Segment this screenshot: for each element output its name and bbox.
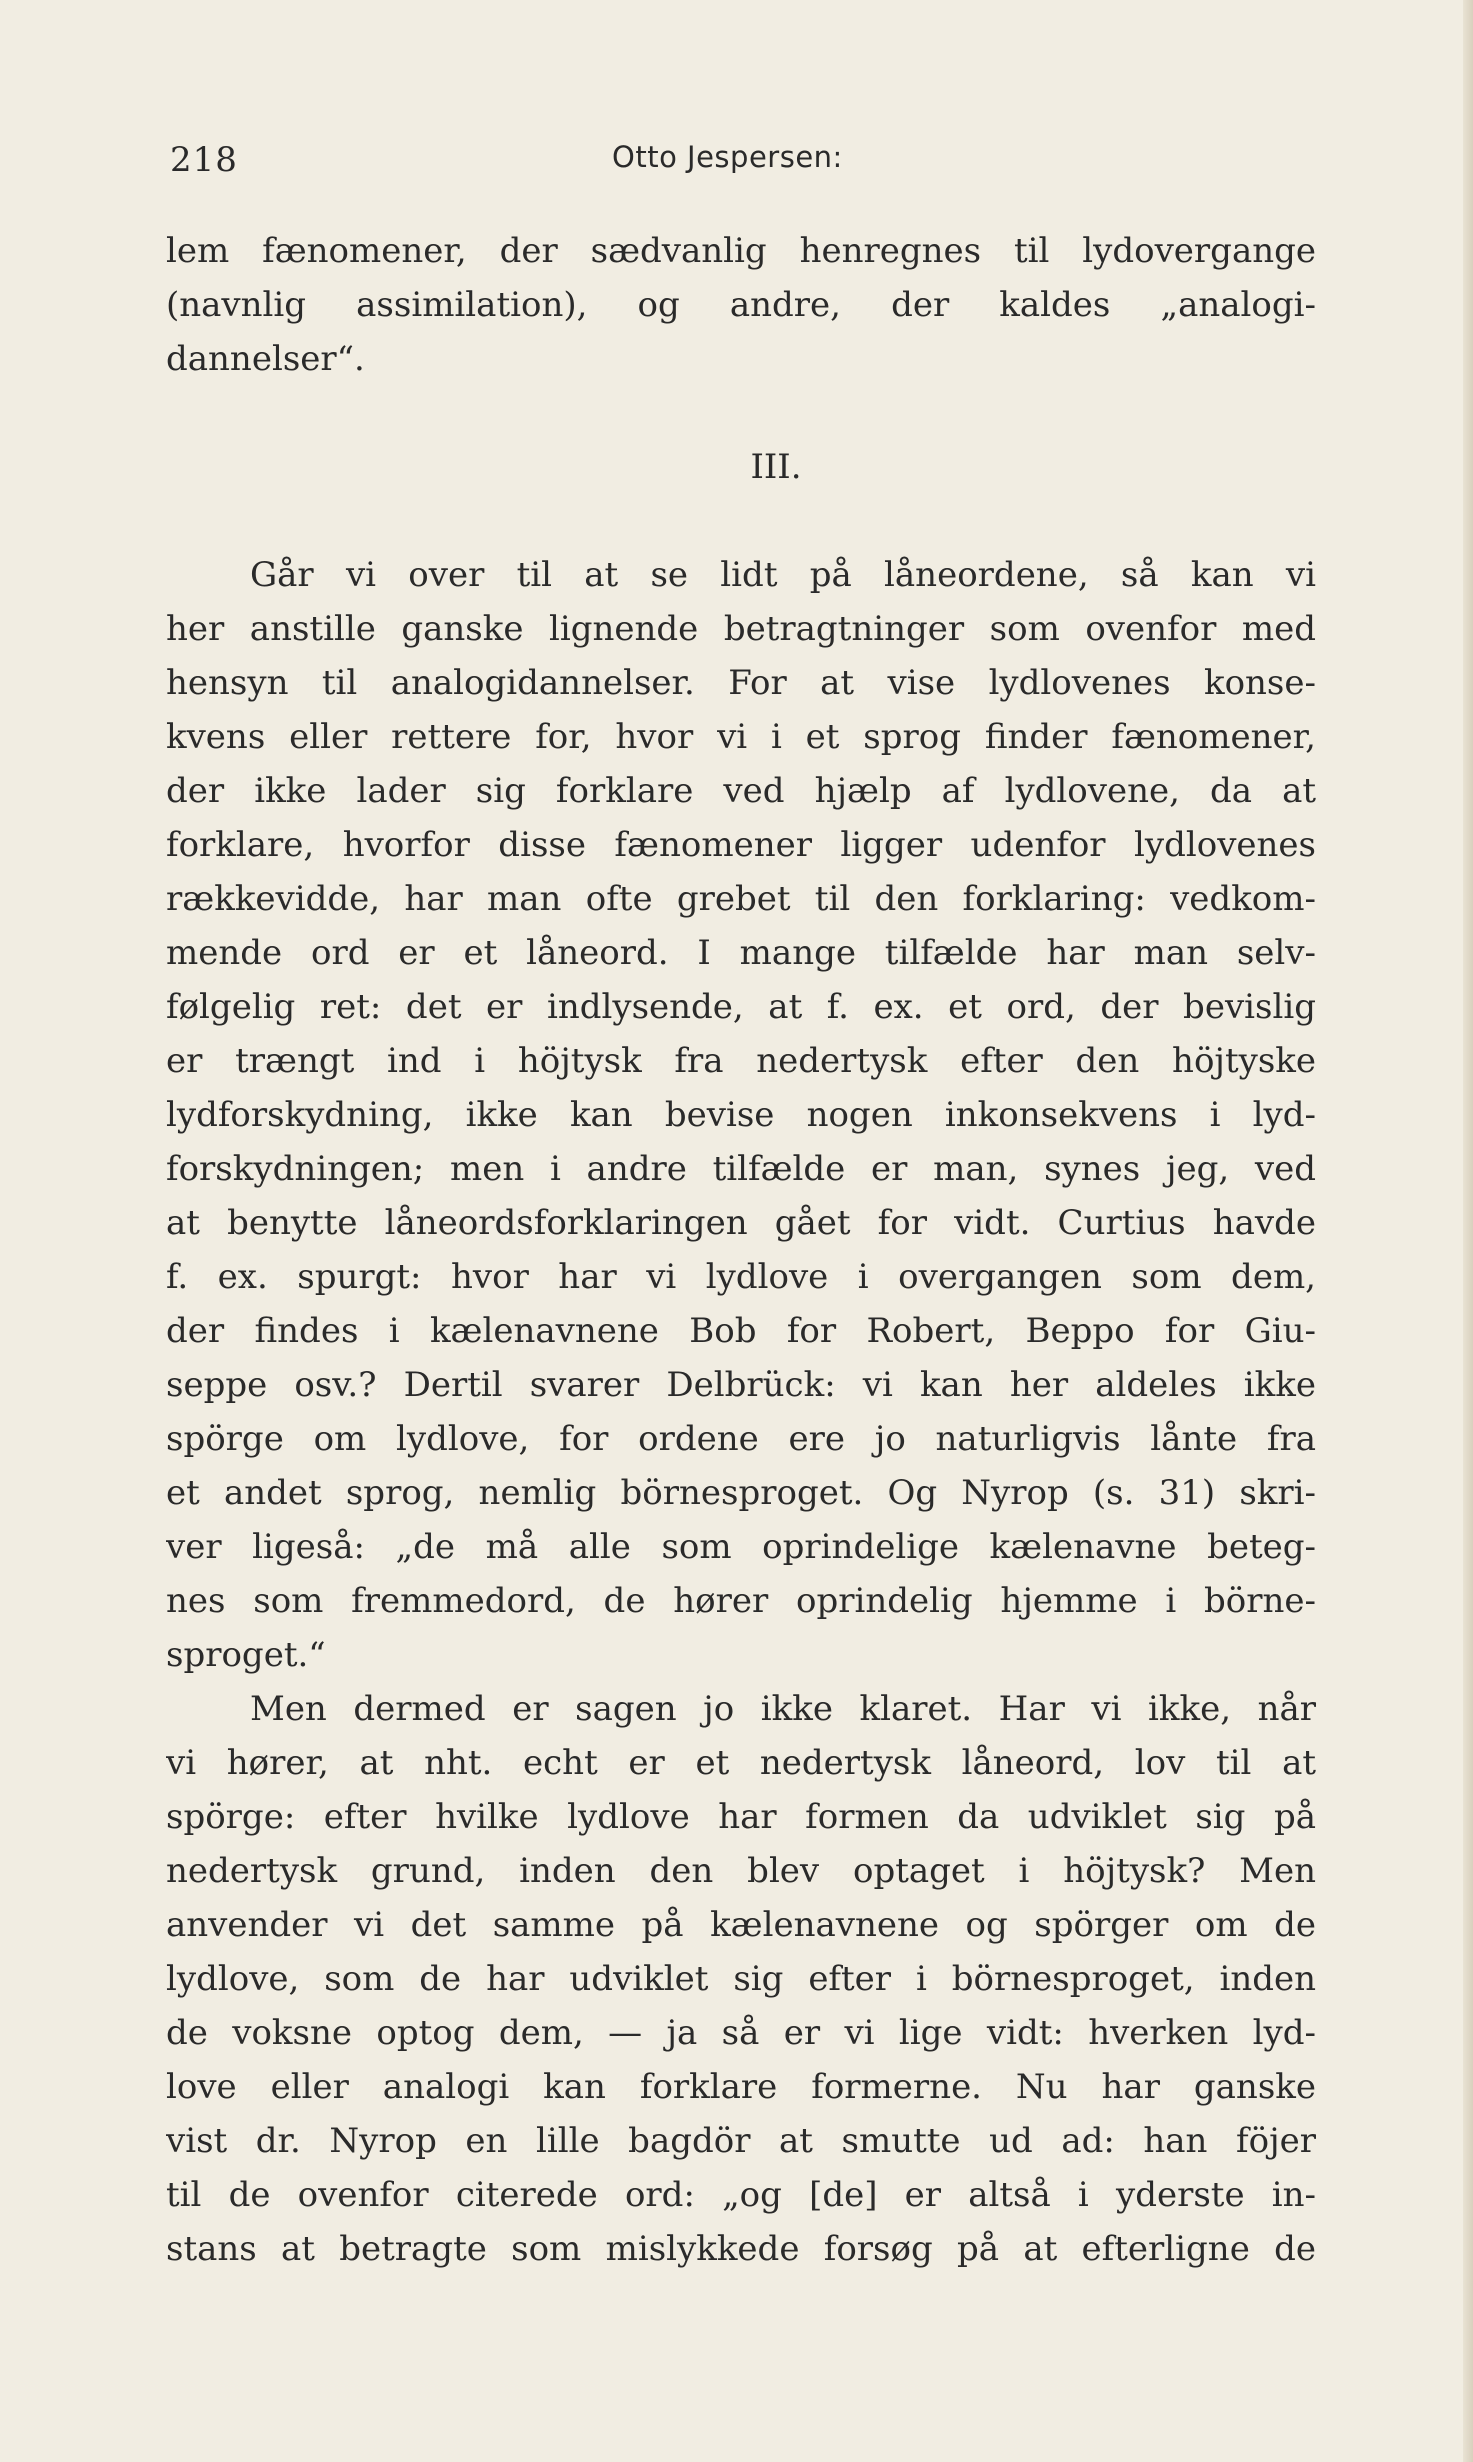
text-line: kvens eller rettere for, hvor vi i et sprog finder fænomener,	[166, 717, 1316, 757]
text-line: rækkevidde, har man ofte grebet til den forklaring: vedkom-	[166, 879, 1316, 919]
text-line: spörge: efter hvilke lydlove har formen da udviklet sig på	[166, 1797, 1316, 1837]
running-head	[170, 140, 1320, 190]
text-line: love eller analogi kan forklare formerne. Nu har ganske	[166, 2067, 1316, 2107]
text-line: (navnlig assimilation), og andre, der kaldes „analogi-	[166, 285, 1316, 325]
page-edge	[1463, 0, 1473, 2462]
text-line: lem fænomener, der sædvanlig henregnes til lydovergange	[166, 231, 1316, 271]
text-line: dannelser“.	[166, 339, 365, 379]
text-line: der findes i kælenavnene Bob for Robert, Beppo for Giu-	[166, 1311, 1316, 1351]
text-line: der ikke lader sig forklare ved hjælp af lydlovene, da at	[166, 771, 1316, 811]
text-line: Men dermed er sagen jo ikke klaret. Har vi ikke, når	[250, 1689, 1316, 1729]
text-line: seppe osv.? Dertil svarer Delbrück: vi kan her aldeles ikke	[166, 1365, 1316, 1405]
section-spacer	[166, 494, 1316, 548]
text-line: forklare, hvorfor disse fænomener ligger udenfor lydlovenes	[166, 825, 1316, 865]
text-line: nedertysk grund, inden den blev optaget i höjtysk? Men	[166, 1851, 1316, 1891]
text-line: et andet sprog, nemlig börnesproget. Og Nyrop (s. 31) skri-	[166, 1473, 1316, 1513]
text-line: lydlove, som de har udviklet sig efter i börnesproget, inden	[166, 1959, 1316, 1999]
text-line: spörge om lydlove, for ordene ere jo naturligvis lånte fra	[166, 1419, 1316, 1459]
text-line: anvender vi det samme på kælenavnene og spörger om de	[166, 1905, 1316, 1945]
section-heading: III.	[750, 447, 802, 487]
text-line: stans at betragte som mislykkede forsøg på at efterligne de	[166, 2229, 1316, 2269]
text-line: her anstille ganske lignende betragtninger som ovenfor med	[166, 609, 1316, 649]
text-line: til de ovenfor citerede ord: „og [de] er altså i yderste in-	[166, 2175, 1316, 2215]
body-text	[166, 224, 1316, 2276]
text-line: de voksne optog dem, — ja så er vi lige vidt: hverken lyd-	[166, 2013, 1316, 2053]
text-line: nes som fremmedord, de hører oprindelig hjemme i börne-	[166, 1581, 1316, 1621]
page-number: 218	[170, 140, 238, 180]
text-line: følgelig ret: det er indlysende, at f. ex. et ord, der bevislig	[166, 987, 1316, 1027]
text-line: er trængt ind i höjtysk fra nedertysk efter den höjtyske	[166, 1041, 1316, 1081]
text-line: forskydningen; men i andre tilfælde er man, synes jeg, ved	[166, 1149, 1316, 1189]
running-title: Otto Jespersen:	[612, 140, 843, 174]
text-line: Går vi over til at se lidt på låneordene, så kan vi	[250, 555, 1316, 595]
section-spacer	[166, 386, 1316, 440]
text-line: lydforskydning, ikke kan bevise nogen inkonsekvens i lyd-	[166, 1095, 1316, 1135]
text-line: hensyn til analogidannelser. For at vise lydlovenes konse-	[166, 663, 1316, 703]
text-line: vi hører, at nht. echt er et nedertysk låneord, lov til at	[166, 1743, 1316, 1783]
text-line: mende ord er et låneord. I mange tilfælde har man selv-	[166, 933, 1316, 973]
text-line: f. ex. spurgt: hvor har vi lydlove i overgangen som dem,	[166, 1257, 1316, 1297]
text-line: sproget.“	[166, 1635, 326, 1675]
text-line: vist dr. Nyrop en lille bagdör at smutte ud ad: han föjer	[166, 2121, 1316, 2161]
text-line: ver ligeså: „de må alle som oprindelige kælenavne beteg-	[166, 1527, 1316, 1567]
text-line: at benytte låneordsforklaringen gået for vidt. Curtius havde	[166, 1203, 1316, 1243]
